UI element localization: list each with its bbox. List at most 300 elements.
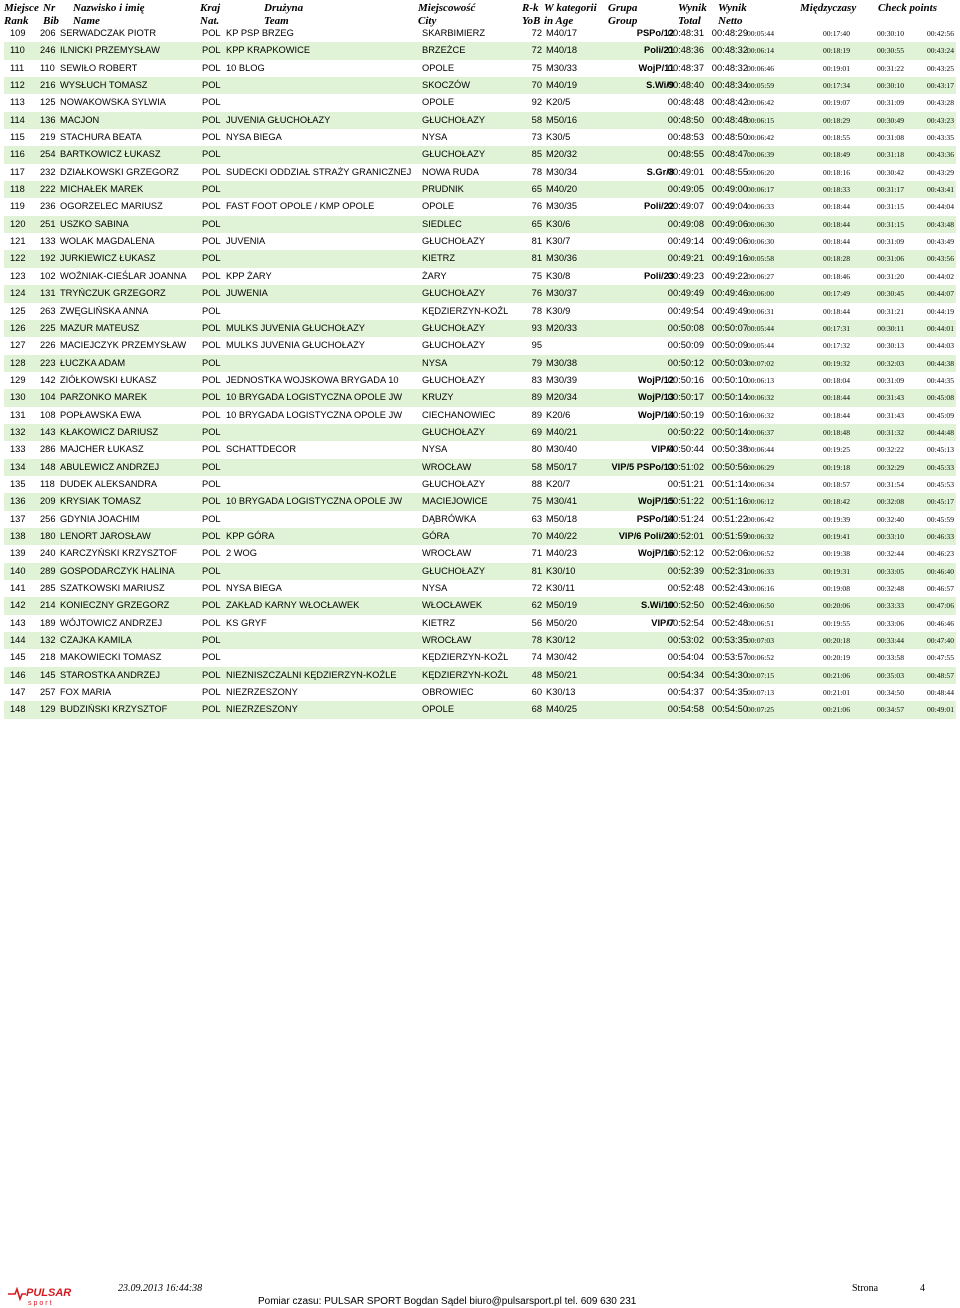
rank-cell: 126 xyxy=(10,322,26,333)
age-category-cell: M30/34 xyxy=(546,166,578,177)
checkpoint-3-cell: 00:30:42 xyxy=(876,167,904,177)
athlete-name-cell: BUDZIŃSKI KRZYSZTOF xyxy=(60,704,168,715)
netto-time-cell: 00:50:16 xyxy=(711,409,748,420)
netto-time-cell: 00:54:30 xyxy=(711,669,748,680)
age-category-cell: M30/35 xyxy=(546,201,578,212)
table-row xyxy=(4,407,956,424)
rank-cell: 145 xyxy=(10,652,26,663)
header-checkpoints: Check points xyxy=(878,2,937,14)
table-row xyxy=(4,198,956,215)
checkpoint-4-cell: 00:45:53 xyxy=(926,479,954,489)
header-rank: Miejsce Rank xyxy=(4,2,39,27)
age-category-cell: K30/5 xyxy=(546,132,571,143)
nationality-cell: POL xyxy=(202,617,221,628)
team-cell: KP PSP BRZEG xyxy=(226,28,294,38)
age-category-cell: M30/36 xyxy=(546,253,578,264)
nationality-cell: POL xyxy=(202,45,221,56)
total-time-cell: 00:48:48 xyxy=(667,97,704,108)
team-cell: NIEZRZESZONY xyxy=(226,687,298,698)
city-cell: GŁUCHOŁAZY xyxy=(422,340,486,351)
year-of-birth-cell: 71 xyxy=(531,548,542,559)
netto-time-cell: 00:53:35 xyxy=(711,635,748,646)
checkpoint-4-cell: 00:46:46 xyxy=(926,618,954,628)
checkpoint-3-cell: 00:32:22 xyxy=(876,445,904,455)
team-cell: 10 BRYGADA LOGISTYCZNA OPOLE JW xyxy=(226,409,403,420)
checkpoint-3-cell: 00:31:08 xyxy=(876,133,904,143)
total-time-cell: 00:49:07 xyxy=(667,201,704,212)
rank-cell: 127 xyxy=(10,340,26,351)
rank-cell: 118 xyxy=(10,184,25,195)
table-row xyxy=(4,615,956,632)
year-of-birth-cell: 83 xyxy=(531,374,542,385)
table-row xyxy=(4,372,956,389)
bib-cell: 225 xyxy=(40,322,56,333)
table-row xyxy=(4,77,956,94)
year-of-birth-cell: 65 xyxy=(531,184,542,195)
page-label: Strona xyxy=(852,1283,879,1294)
city-cell: WROCŁAW xyxy=(422,548,472,559)
total-time-cell: 00:48:36 xyxy=(667,45,704,56)
athlete-name-cell: PARZONKO MAREK xyxy=(60,392,148,403)
bib-cell: 286 xyxy=(40,444,56,455)
nationality-cell: POL xyxy=(202,322,221,333)
group-cell: WojP/12 xyxy=(638,374,674,385)
team-cell: FAST FOOT OPOLE / KMP OPOLE xyxy=(226,201,375,212)
rank-cell: 112 xyxy=(10,80,25,91)
city-cell: GŁUCHOŁAZY xyxy=(422,149,486,160)
table-row xyxy=(4,597,956,614)
age-category-cell: M30/40 xyxy=(546,444,578,455)
year-of-birth-cell: 75 xyxy=(531,62,542,73)
rank-cell: 113 xyxy=(10,97,25,108)
year-of-birth-cell: 58 xyxy=(531,461,542,472)
checkpoint-1-cell: 00:06:16 xyxy=(746,584,774,593)
checkpoint-2-cell: 00:21:06 xyxy=(822,705,850,715)
checkpoint-1-cell: 00:06:52 xyxy=(746,653,774,663)
checkpoint-4-cell: 00:43:41 xyxy=(926,185,954,195)
header-city: Miejscowość City xyxy=(418,2,476,27)
netto-time-cell: 00:48:55 xyxy=(711,166,748,177)
checkpoint-4-cell: 00:43:56 xyxy=(926,254,954,264)
nationality-cell: POL xyxy=(202,253,221,264)
checkpoint-2-cell: 00:18:57 xyxy=(822,479,850,489)
checkpoint-1-cell: 00:05:44 xyxy=(746,341,774,351)
year-of-birth-cell: 72 xyxy=(531,45,542,56)
rank-cell: 144 xyxy=(10,635,26,646)
team-cell: KPP GÓRA xyxy=(226,530,275,541)
bib-cell: 285 xyxy=(40,583,56,593)
netto-time-cell: 00:53:57 xyxy=(711,652,748,663)
total-time-cell: 00:54:34 xyxy=(667,669,704,680)
city-cell: KRUZY xyxy=(422,392,454,403)
checkpoint-4-cell: 00:44:35 xyxy=(926,375,954,385)
checkpoint-2-cell: 00:18:44 xyxy=(822,237,850,247)
rank-cell: 129 xyxy=(10,374,26,385)
total-time-cell: 00:50:12 xyxy=(667,357,704,368)
netto-time-cell: 00:48:29 xyxy=(711,28,748,38)
nationality-cell: POL xyxy=(202,513,221,524)
city-cell: WROCŁAW xyxy=(422,635,472,646)
nationality-cell: POL xyxy=(202,97,221,108)
age-category-cell: M40/17 xyxy=(546,28,578,38)
checkpoint-4-cell: 00:44:04 xyxy=(926,202,954,212)
city-cell: GŁUCHOŁAZY xyxy=(422,236,486,247)
team-cell: 10 BLOG xyxy=(226,62,265,73)
checkpoint-2-cell: 00:18:44 xyxy=(822,202,850,212)
checkpoint-2-cell: 00:17:40 xyxy=(822,29,850,38)
bib-cell: 110 xyxy=(40,62,55,73)
team-cell: SCHATTDECOR xyxy=(226,444,297,455)
athlete-name-cell: DUDEK ALEKSANDRA xyxy=(60,478,158,489)
city-cell: PRUDNIK xyxy=(422,184,464,195)
table-row xyxy=(4,337,956,354)
year-of-birth-cell: 69 xyxy=(531,426,542,437)
year-of-birth-cell: 48 xyxy=(531,669,542,680)
netto-time-cell: 00:50:03 xyxy=(711,357,748,368)
rank-cell: 124 xyxy=(10,288,26,299)
athlete-name-cell: CZAJKA KAMILA xyxy=(60,635,132,646)
nationality-cell: POL xyxy=(202,704,221,715)
checkpoint-1-cell: 00:06:46 xyxy=(746,63,774,73)
checkpoint-3-cell: 00:33:06 xyxy=(876,618,904,628)
checkpoint-4-cell: 00:47:06 xyxy=(926,601,954,611)
team-cell: NYSA BIEGA xyxy=(226,583,282,593)
bib-cell: 131 xyxy=(40,288,56,299)
team-cell: MULKS JUVENIA GŁUCHOŁAZY xyxy=(226,340,365,351)
rank-cell: 141 xyxy=(10,583,26,593)
nationality-cell: POL xyxy=(202,288,221,299)
checkpoint-1-cell: 00:06:50 xyxy=(746,601,774,611)
rank-cell: 110 xyxy=(10,45,25,56)
netto-time-cell: 00:52:06 xyxy=(711,548,748,559)
bib-cell: 136 xyxy=(40,114,56,125)
nationality-cell: POL xyxy=(202,236,221,247)
nationality-cell: POL xyxy=(202,583,221,593)
checkpoint-4-cell: 00:47:55 xyxy=(926,653,954,663)
total-time-cell: 00:52:01 xyxy=(667,530,704,541)
total-time-cell: 00:49:23 xyxy=(667,270,704,281)
netto-time-cell: 00:49:46 xyxy=(711,288,748,299)
checkpoint-4-cell: 00:44:02 xyxy=(926,271,954,281)
age-category-cell: M50/19 xyxy=(546,600,578,611)
nationality-cell: POL xyxy=(202,461,221,472)
total-time-cell: 00:48:53 xyxy=(667,132,704,143)
total-time-cell: 00:49:01 xyxy=(667,166,704,177)
checkpoint-3-cell: 00:30:55 xyxy=(876,46,904,56)
netto-time-cell: 00:49:04 xyxy=(711,201,748,212)
bib-cell: 226 xyxy=(40,340,56,351)
rank-cell: 119 xyxy=(10,201,25,212)
checkpoint-2-cell: 00:20:06 xyxy=(822,601,850,611)
total-time-cell: 00:49:21 xyxy=(667,253,704,264)
year-of-birth-cell: 63 xyxy=(531,513,542,524)
netto-time-cell: 00:48:34 xyxy=(711,80,748,91)
city-cell: GŁUCHOŁAZY xyxy=(422,565,486,576)
checkpoint-1-cell: 00:07:15 xyxy=(746,670,774,680)
checkpoint-2-cell: 00:19:32 xyxy=(822,358,850,368)
checkpoint-2-cell: 00:19:55 xyxy=(822,618,850,628)
nationality-cell: POL xyxy=(202,687,221,698)
city-cell: SIEDLEC xyxy=(422,218,462,229)
checkpoint-2-cell: 00:18:44 xyxy=(822,410,850,420)
total-time-cell: 00:51:24 xyxy=(667,513,704,524)
city-cell: BRZEŻCE xyxy=(422,45,466,56)
nationality-cell: POL xyxy=(202,28,221,38)
checkpoint-2-cell: 00:18:42 xyxy=(822,497,850,507)
city-cell: DĄBRÓWKA xyxy=(422,513,477,524)
athlete-name-cell: BARTKOWICZ ŁUKASZ xyxy=(60,149,161,160)
bib-cell: 236 xyxy=(40,201,56,212)
checkpoint-3-cell: 00:31:20 xyxy=(876,271,904,281)
total-time-cell: 00:51:22 xyxy=(667,496,704,507)
checkpoint-1-cell: 00:06:13 xyxy=(746,375,774,385)
table-row xyxy=(4,701,956,718)
team-cell: JUVENIA GŁUCHOŁAZY xyxy=(226,114,331,125)
netto-time-cell: 00:52:31 xyxy=(711,565,748,576)
athlete-name-cell: GOSPODARCZYK HALINA xyxy=(60,565,175,576)
checkpoint-3-cell: 00:32:03 xyxy=(876,358,904,368)
age-category-cell: M30/41 xyxy=(546,496,578,507)
checkpoint-3-cell: 00:31:09 xyxy=(876,98,904,108)
checkpoint-3-cell: 00:31:32 xyxy=(876,427,904,437)
checkpoint-4-cell: 00:42:56 xyxy=(926,29,954,38)
rank-cell: 136 xyxy=(10,496,26,507)
athlete-name-cell: ZIÓŁKOWSKI ŁUKASZ xyxy=(60,374,157,385)
bib-cell: 104 xyxy=(40,392,56,403)
total-time-cell: 00:52:12 xyxy=(667,548,704,559)
rank-cell: 139 xyxy=(10,548,26,559)
nationality-cell: POL xyxy=(202,270,221,281)
table-row xyxy=(4,580,956,597)
checkpoint-2-cell: 00:18:49 xyxy=(822,150,850,160)
total-time-cell: 00:52:48 xyxy=(667,583,704,593)
athlete-name-cell: SERWADCZAK PIOTR xyxy=(60,28,157,38)
table-row xyxy=(4,216,956,233)
year-of-birth-cell: 72 xyxy=(531,583,542,593)
checkpoint-4-cell: 00:45:09 xyxy=(926,410,954,420)
group-cell: Poli/22 xyxy=(644,201,674,212)
checkpoint-2-cell: 00:18:48 xyxy=(822,427,850,437)
checkpoint-2-cell: 00:18:04 xyxy=(822,375,850,385)
checkpoint-1-cell: 00:05:44 xyxy=(746,323,774,333)
year-of-birth-cell: 80 xyxy=(531,444,542,455)
svg-text:sport: sport xyxy=(28,1300,54,1307)
city-cell: SKARBIMIERZ xyxy=(422,28,486,38)
header-splits: Międzyczasy xyxy=(800,2,857,14)
team-cell: JUVENIA xyxy=(226,236,266,247)
total-time-cell: 00:51:02 xyxy=(667,461,704,472)
nationality-cell: POL xyxy=(202,652,221,663)
city-cell: OPOLE xyxy=(422,704,455,715)
rank-cell: 122 xyxy=(10,253,26,264)
bib-cell: 133 xyxy=(40,236,56,247)
bib-cell: 222 xyxy=(40,184,56,195)
print-datetime: 23.09.2013 16:44:38 xyxy=(118,1283,203,1294)
checkpoint-1-cell: 00:06:33 xyxy=(746,566,774,576)
checkpoint-2-cell: 00:19:41 xyxy=(822,531,850,541)
header-name: Nazwisko i imię Name xyxy=(73,2,145,27)
nationality-cell: POL xyxy=(202,357,221,368)
age-category-cell: M40/19 xyxy=(546,80,578,91)
bib-cell: 132 xyxy=(40,635,56,646)
nationality-cell: POL xyxy=(202,444,221,455)
checkpoint-3-cell: 00:33:10 xyxy=(876,531,904,541)
athlete-name-cell: MACIEJCZYK PRZEMYSŁAW xyxy=(60,340,187,351)
checkpoint-2-cell: 00:20:18 xyxy=(822,636,850,646)
checkpoint-4-cell: 00:43:48 xyxy=(926,219,954,229)
age-category-cell: K30/7 xyxy=(546,236,571,247)
year-of-birth-cell: 58 xyxy=(531,114,542,125)
checkpoint-4-cell: 00:44:03 xyxy=(926,341,954,351)
checkpoint-4-cell: 00:46:23 xyxy=(926,549,954,559)
city-cell: NYSA xyxy=(422,132,448,143)
header-total: Wynik Total xyxy=(678,2,707,27)
total-time-cell: 00:48:55 xyxy=(667,149,704,160)
total-time-cell: 00:48:37 xyxy=(667,62,704,73)
checkpoint-2-cell: 00:19:39 xyxy=(822,514,850,524)
netto-time-cell: 00:54:50 xyxy=(711,704,748,715)
total-time-cell: 00:53:02 xyxy=(667,635,704,646)
bib-cell: 257 xyxy=(40,687,56,698)
checkpoint-3-cell: 00:32:40 xyxy=(876,514,904,524)
year-of-birth-cell: 65 xyxy=(531,218,542,229)
checkpoint-2-cell: 00:17:32 xyxy=(822,341,850,351)
checkpoint-2-cell: 00:18:29 xyxy=(822,115,850,125)
group-cell: PSPo/14 xyxy=(636,513,674,524)
rank-cell: 111 xyxy=(10,62,25,73)
checkpoint-1-cell: 00:06:20 xyxy=(746,167,774,177)
table-row xyxy=(4,112,956,129)
total-time-cell: 00:50:09 xyxy=(667,340,704,351)
athlete-name-cell: WYSŁUCH TOMASZ xyxy=(60,80,148,91)
year-of-birth-cell: 92 xyxy=(531,97,542,108)
athlete-name-cell: ZWĘGLIŃSKA ANNA xyxy=(60,305,149,316)
checkpoint-2-cell: 00:18:44 xyxy=(822,393,850,403)
total-time-cell: 00:48:31 xyxy=(667,28,704,38)
age-category-cell: K20/7 xyxy=(546,478,571,489)
athlete-name-cell: OGORZELEC MARIUSZ xyxy=(60,201,163,212)
checkpoint-2-cell: 00:17:31 xyxy=(822,323,850,333)
total-time-cell: 00:50:16 xyxy=(667,374,704,385)
bib-cell: 223 xyxy=(40,357,56,368)
table-row xyxy=(4,684,956,701)
city-cell: KĘDZIERZYN-KOŹL xyxy=(422,305,509,316)
checkpoint-3-cell: 00:30:45 xyxy=(876,289,904,299)
checkpoint-2-cell: 00:19:38 xyxy=(822,549,850,559)
checkpoint-1-cell: 00:06:42 xyxy=(746,98,774,108)
checkpoint-4-cell: 00:44:07 xyxy=(926,289,954,299)
total-time-cell: 00:49:14 xyxy=(667,236,704,247)
rank-cell: 140 xyxy=(10,565,26,576)
checkpoint-2-cell: 00:19:18 xyxy=(822,462,850,472)
athlete-name-cell: NOWAKOWSKA SYLWIA xyxy=(60,97,166,108)
checkpoint-4-cell: 00:44:38 xyxy=(926,358,954,368)
group-cell: Poli/23 xyxy=(644,270,674,281)
athlete-name-cell: DZIAŁKOWSKI GRZEGORZ xyxy=(60,166,179,177)
year-of-birth-cell: 81 xyxy=(531,565,542,576)
checkpoint-1-cell: 00:06:33 xyxy=(746,202,774,212)
team-cell: NYSA BIEGA xyxy=(226,132,282,143)
rank-cell: 135 xyxy=(10,478,26,489)
checkpoint-3-cell: 00:32:48 xyxy=(876,584,904,593)
athlete-name-cell: MICHAŁEK MAREK xyxy=(60,184,144,195)
team-cell: 2 WOG xyxy=(226,548,257,559)
checkpoint-1-cell: 00:06:14 xyxy=(746,46,774,56)
rank-cell: 131 xyxy=(10,409,26,420)
group-cell: WojP/16 xyxy=(638,548,674,559)
age-category-cell: K20/5 xyxy=(546,97,571,108)
checkpoint-1-cell: 00:06:00 xyxy=(746,289,774,299)
athlete-name-cell: USZKO SABINA xyxy=(60,218,129,229)
svg-text:PULSAR: PULSAR xyxy=(26,1287,72,1299)
checkpoint-2-cell: 00:19:31 xyxy=(822,566,850,576)
header-bib: Nr Bib xyxy=(43,2,59,27)
netto-time-cell: 00:49:00 xyxy=(711,184,748,195)
age-category-cell: M30/33 xyxy=(546,62,578,73)
group-cell: VIP/5 PSPo/13 xyxy=(611,461,674,472)
team-cell: JEDNOSTKA WOJSKOWA BRYGADA 10 xyxy=(226,374,399,385)
athlete-name-cell: GDYNIA JOACHIM xyxy=(60,513,140,524)
bib-cell: 256 xyxy=(40,513,56,524)
total-time-cell: 00:52:54 xyxy=(667,617,704,628)
nationality-cell: POL xyxy=(202,340,221,351)
year-of-birth-cell: 62 xyxy=(531,600,542,611)
bib-cell: 189 xyxy=(40,617,56,628)
bib-cell: 118 xyxy=(40,478,55,489)
city-cell: MACIEJOWICE xyxy=(422,496,488,507)
nationality-cell: POL xyxy=(202,565,221,576)
checkpoint-2-cell: 00:18:19 xyxy=(822,46,850,56)
checkpoint-1-cell: 00:06:42 xyxy=(746,133,774,143)
netto-time-cell: 00:51:22 xyxy=(711,513,748,524)
table-row xyxy=(4,355,956,372)
total-time-cell: 00:50:17 xyxy=(667,392,704,403)
athlete-name-cell: STAROSTKA ANDRZEJ xyxy=(60,669,161,680)
header-nat: Kraj Nat. xyxy=(200,2,221,27)
rank-cell: 148 xyxy=(10,704,26,715)
checkpoint-1-cell: 00:06:32 xyxy=(746,531,774,541)
age-category-cell: M40/22 xyxy=(546,530,578,541)
checkpoint-3-cell: 00:31:09 xyxy=(876,375,904,385)
athlete-name-cell: WOLAK MAGDALENA xyxy=(60,236,155,247)
bib-cell: 240 xyxy=(40,548,56,559)
netto-time-cell: 00:49:06 xyxy=(711,218,748,229)
checkpoint-3-cell: 00:31:21 xyxy=(876,306,904,316)
checkpoint-3-cell: 00:31:43 xyxy=(876,393,904,403)
age-category-cell: M30/42 xyxy=(546,652,578,663)
bib-cell: 192 xyxy=(40,253,56,264)
city-cell: WROCŁAW xyxy=(422,461,472,472)
rank-cell: 130 xyxy=(10,392,26,403)
netto-time-cell: 00:48:32 xyxy=(711,62,748,73)
checkpoint-3-cell: 00:34:50 xyxy=(876,688,904,698)
bib-cell: 216 xyxy=(40,80,56,91)
checkpoint-1-cell: 00:06:31 xyxy=(746,306,774,316)
athlete-name-cell: SEWIŁO ROBERT xyxy=(60,62,138,73)
nationality-cell: POL xyxy=(202,184,221,195)
group-cell: S.Gr/8 xyxy=(646,166,674,177)
checkpoint-3-cell: 00:35:03 xyxy=(876,670,904,680)
table-row xyxy=(4,285,956,302)
netto-time-cell: 00:48:42 xyxy=(711,97,748,108)
checkpoint-4-cell: 00:45:59 xyxy=(926,514,954,524)
city-cell: OPOLE xyxy=(422,62,455,73)
nationality-cell: POL xyxy=(202,635,221,646)
age-category-cell: M30/37 xyxy=(546,288,578,299)
rank-cell: 133 xyxy=(10,444,26,455)
netto-time-cell: 00:52:46 xyxy=(711,600,748,611)
city-cell: CIECHANOWIEC xyxy=(422,409,496,420)
